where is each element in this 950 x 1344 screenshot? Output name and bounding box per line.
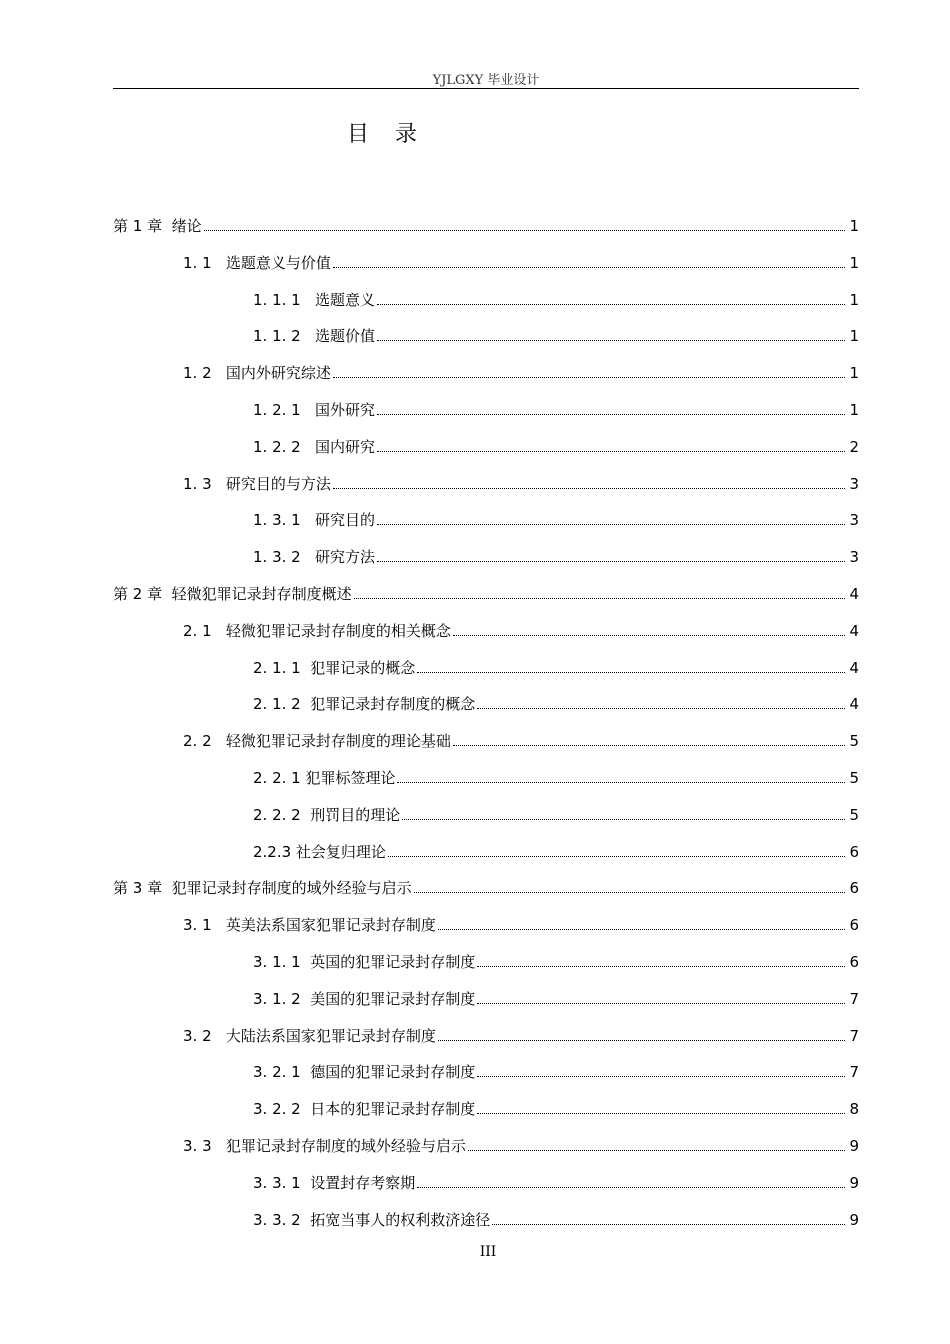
toc-entry-page: 1 — [849, 364, 859, 383]
toc-entry-page: 1 — [849, 217, 859, 235]
toc-entry-page: 1 — [849, 290, 859, 309]
toc-entry[interactable] — [148, 249, 859, 273]
toc-entry-page: 1 — [849, 253, 859, 272]
toc-entry[interactable] — [148, 359, 859, 383]
toc-entry[interactable] — [183, 690, 859, 714]
toc-entry-page: 3 — [849, 548, 859, 567]
toc-entry[interactable] — [183, 396, 859, 420]
toc-entry-page: 6 — [849, 879, 859, 898]
dot-leader — [477, 1113, 845, 1114]
toc-entry-label: 1. 1. 1 选题意义 — [253, 290, 376, 309]
toc-entry-label: 1. 1 选题意义与价值 — [183, 253, 331, 272]
dot-leader — [414, 892, 845, 893]
toc-entry[interactable] — [148, 1022, 859, 1046]
dot-leader — [388, 856, 845, 857]
toc-entry[interactable] — [148, 911, 859, 935]
toc-entry[interactable] — [183, 985, 859, 1009]
toc-entry-page: 9 — [849, 1173, 859, 1192]
toc-entry-label: 1. 2. 1 国外研究 — [253, 401, 376, 419]
toc-entry-label: 第 3 章 犯罪记录封存制度的域外经验与启示 — [113, 879, 412, 898]
toc-entry[interactable] — [183, 1058, 859, 1082]
dot-leader — [377, 304, 845, 305]
toc-entry-page: 1 — [849, 401, 859, 419]
dot-leader — [333, 377, 845, 378]
toc-entry[interactable] — [148, 617, 859, 641]
toc-entry[interactable] — [183, 286, 859, 310]
toc-entry-label: 第 2 章 轻微犯罪记录封存制度概述 — [113, 585, 352, 603]
toc-entry-page: 4 — [849, 621, 859, 640]
dot-leader — [333, 267, 845, 268]
toc-entry-page: 9 — [849, 1137, 859, 1155]
dot-leader — [492, 1224, 845, 1225]
dot-leader — [477, 1076, 845, 1077]
toc-entry[interactable] — [183, 433, 859, 457]
toc-entry-page: 5 — [849, 769, 859, 787]
toc-entry-label: 3. 2 大陆法系国家犯罪记录封存制度 — [183, 1026, 436, 1045]
dot-leader — [468, 1150, 845, 1151]
header-rule — [113, 88, 859, 89]
toc-entry-label: 3. 3. 1 设置封存考察期 — [253, 1173, 416, 1192]
toc-entry-page: 6 — [849, 953, 859, 971]
toc-entry[interactable] — [183, 838, 859, 862]
page-number: III — [479, 1244, 497, 1260]
toc-entry-label: 第 1 章 绪论 — [113, 217, 202, 235]
toc-entry-label: 2. 2. 1 犯罪标签理论 — [253, 769, 396, 787]
toc-entry-page: 3 — [849, 474, 859, 493]
toc-entry-page: 5 — [849, 805, 859, 824]
dot-leader — [477, 1003, 845, 1004]
dot-leader — [377, 524, 845, 525]
toc-entry-page: 4 — [849, 695, 859, 714]
toc-entry[interactable] — [148, 1132, 859, 1156]
toc-entry-page: 9 — [849, 1210, 859, 1229]
dot-leader — [438, 929, 845, 930]
toc-entry-page: 7 — [849, 1026, 859, 1045]
toc-entry-label: 3. 2. 1 德国的犯罪记录封存制度 — [253, 1063, 476, 1082]
toc-entry[interactable] — [183, 506, 859, 530]
toc-entry[interactable] — [183, 1169, 859, 1193]
toc-entry-page: 4 — [849, 658, 859, 677]
dot-leader — [354, 598, 845, 599]
dot-leader — [477, 966, 845, 967]
toc-entry[interactable] — [183, 801, 859, 825]
dot-leader — [377, 340, 845, 341]
toc-entry-page: 6 — [849, 916, 859, 935]
toc-title: 目录 — [346, 122, 443, 147]
toc-entry-page: 7 — [849, 989, 859, 1008]
toc-entry[interactable] — [183, 764, 859, 788]
toc-entry-label: 3. 1. 1 英国的犯罪记录封存制度 — [253, 953, 476, 971]
toc-entry-label: 3. 3 犯罪记录封存制度的域外经验与启示 — [183, 1137, 466, 1155]
toc-entry[interactable] — [113, 580, 859, 604]
toc-entry-label: 3. 2. 2 日本的犯罪记录封存制度 — [253, 1100, 476, 1119]
toc-entry[interactable] — [148, 727, 859, 751]
toc-entry-label: 2.2.3 社会复归理论 — [253, 842, 386, 861]
dot-leader — [204, 230, 845, 231]
toc-entry[interactable] — [183, 948, 859, 972]
dot-leader — [333, 488, 845, 489]
toc-entry-label: 3. 1. 2 美国的犯罪记录封存制度 — [253, 989, 476, 1008]
toc-entry[interactable] — [183, 322, 859, 346]
toc-entry-page: 5 — [849, 732, 859, 751]
toc-entry[interactable] — [183, 543, 859, 567]
toc-entry-label: 2. 1. 1 犯罪记录的概念 — [253, 658, 416, 677]
toc-entry-page: 8 — [849, 1100, 859, 1119]
toc-entry-label: 2. 1. 2 犯罪记录封存制度的概念 — [253, 695, 476, 714]
dot-leader — [402, 819, 845, 820]
toc-entry[interactable] — [148, 470, 859, 494]
toc-entry-label: 1. 3 研究目的与方法 — [183, 474, 331, 493]
dot-leader — [417, 672, 845, 673]
dot-leader — [377, 561, 845, 562]
toc-entry[interactable] — [113, 212, 859, 236]
dot-leader — [417, 1187, 845, 1188]
toc-entry-page: 3 — [849, 511, 859, 530]
dot-leader — [453, 745, 845, 746]
dot-leader — [477, 708, 845, 709]
dot-leader — [377, 414, 845, 415]
toc-entry-label: 1. 2 国内外研究综述 — [183, 364, 331, 383]
dot-leader — [438, 1040, 845, 1041]
toc-entry-label: 1. 2. 2 国内研究 — [253, 437, 376, 456]
running-header: YJLGXY 毕业设计 — [432, 73, 540, 88]
toc-entry-page: 7 — [849, 1063, 859, 1082]
dot-leader — [397, 782, 845, 783]
toc-entry-label: 3. 1 英美法系国家犯罪记录封存制度 — [183, 916, 436, 935]
toc-entry[interactable] — [183, 1095, 859, 1119]
dot-leader — [377, 451, 845, 452]
toc-entry-page: 4 — [849, 585, 859, 603]
dot-leader — [453, 635, 845, 636]
toc-entry[interactable] — [113, 874, 859, 898]
toc-entry-page: 6 — [849, 842, 859, 861]
toc-entry-label: 1. 3. 1 研究目的 — [253, 511, 376, 530]
toc-entry-label: 2. 2. 2 刑罚目的理论 — [253, 805, 401, 824]
toc-entry-label: 2. 1 轻微犯罪记录封存制度的相关概念 — [183, 621, 451, 640]
toc-entry-label: 1. 1. 2 选题价值 — [253, 327, 376, 346]
toc-entry[interactable] — [183, 654, 859, 678]
toc-entry-label: 3. 3. 2 拓宽当事人的权利救济途径 — [253, 1210, 491, 1229]
toc-entry[interactable] — [183, 1206, 859, 1230]
toc-entry-page: 1 — [849, 327, 859, 346]
toc-entry-page: 2 — [849, 437, 859, 456]
toc-entry-label: 2. 2 轻微犯罪记录封存制度的理论基础 — [183, 732, 451, 751]
toc-entry-label: 1. 3. 2 研究方法 — [253, 548, 376, 567]
